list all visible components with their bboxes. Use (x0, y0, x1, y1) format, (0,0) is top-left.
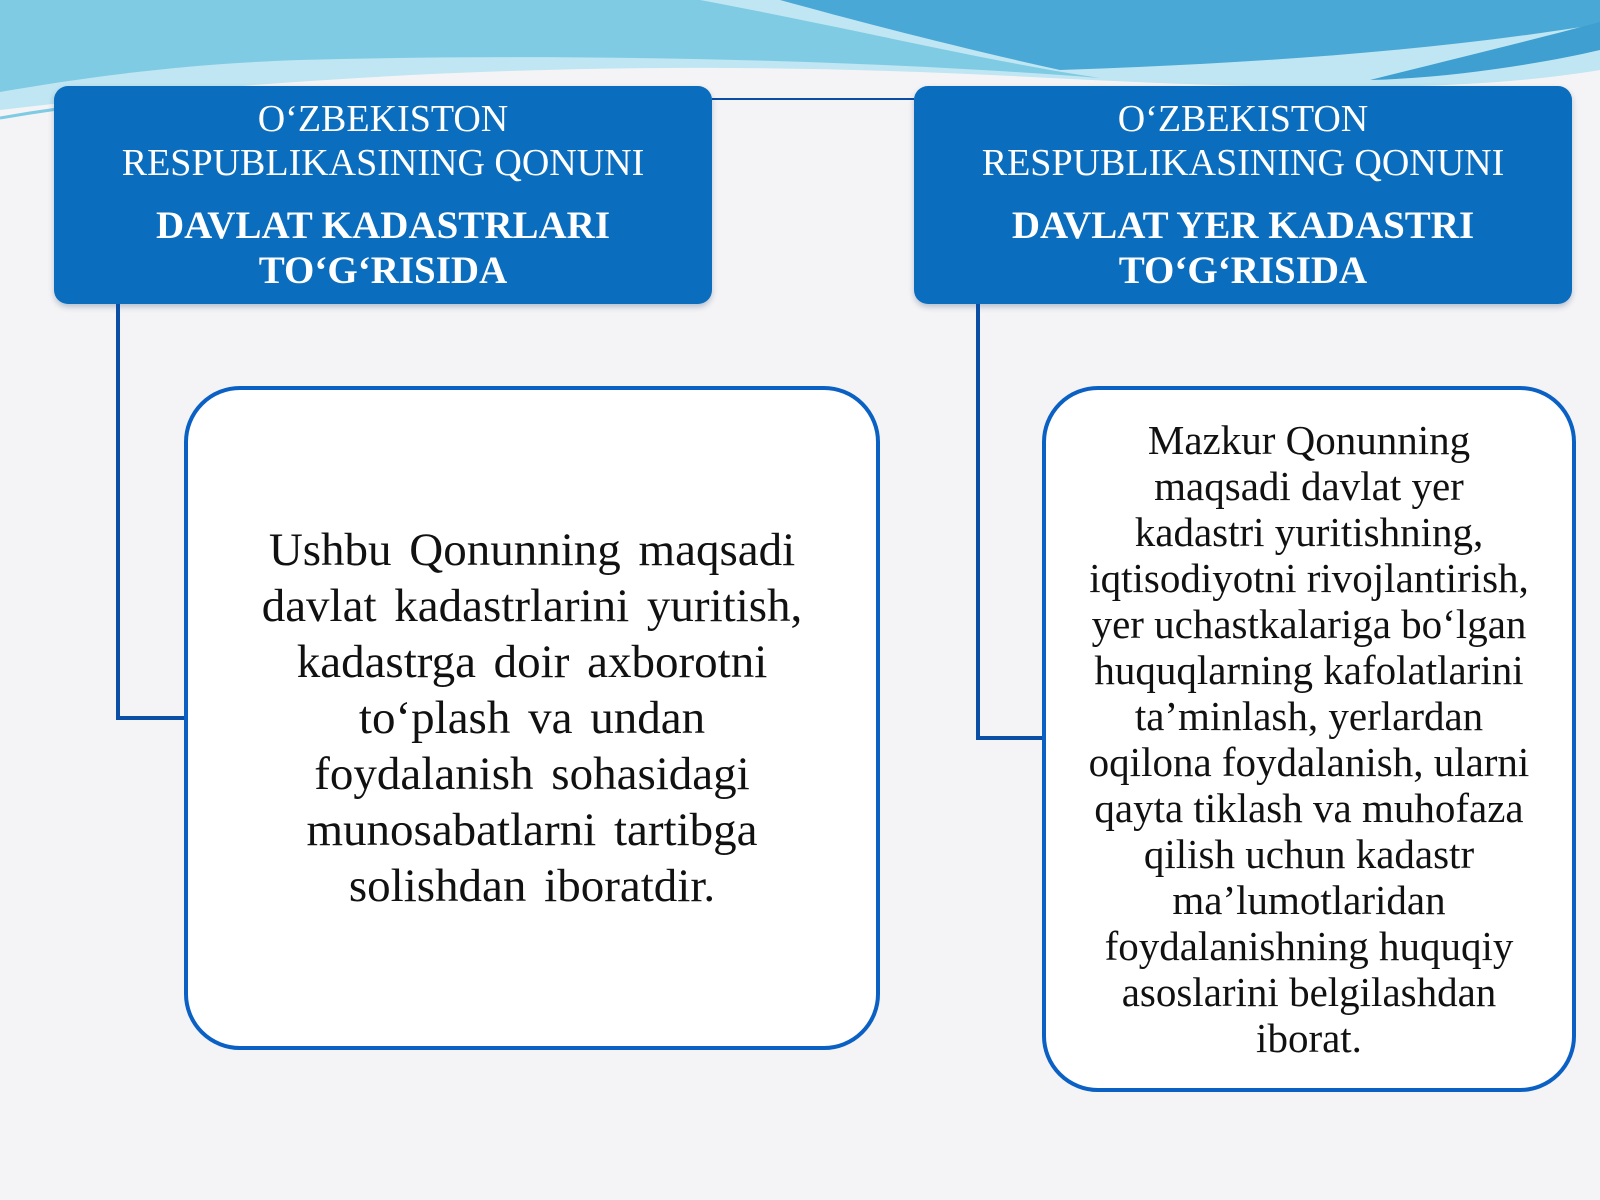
connector-right-vertical (976, 304, 980, 740)
law-type-label: O‘ZBEKISTON RESPUBLIKASINING QONUNI (121, 98, 645, 184)
law-header-state-land-cadastre (914, 86, 1572, 304)
purpose-text: Mazkur Qonunning maqsadi davlat yer kadastri yuritishning, iqtisodiyotni rivojlantirish, yer uchastkalariga bo‘lgan huquqlarning kafolatlarini ta’minlash, yerlardan oqilona foydalanish, ularni qayta tiklash va muhofaza qilish uchun kadastr ma’lumotlaridan foydalanishning huquqiy asoslarini belgilashdan iborat. (1088, 417, 1530, 1061)
purpose-box-state-land-cadastre (1042, 386, 1576, 1092)
header-link-line (712, 98, 914, 100)
law-header-state-cadastres (54, 86, 712, 304)
connector-left-vertical (116, 304, 120, 720)
purpose-box-state-cadastres (184, 386, 880, 1050)
law-title: DAVLAT YER KADASTRI TO‘G‘RISIDA (1011, 204, 1475, 292)
connector-right-horizontal (976, 736, 1044, 740)
connector-left-horizontal (116, 716, 186, 720)
law-title: DAVLAT KADASTRLARI TO‘G‘RISIDA (155, 204, 611, 292)
purpose-text: Ushbu Qonunning maqsadi davlat kadastrlarini yuritish, kadastrga doir axborotni to‘plash va undan foydalanish sohasidagi munosabatlarni tartibga solishdan iboratdir. (261, 524, 803, 912)
law-type-label: O‘ZBEKISTON RESPUBLIKASINING QONUNI (981, 98, 1505, 184)
